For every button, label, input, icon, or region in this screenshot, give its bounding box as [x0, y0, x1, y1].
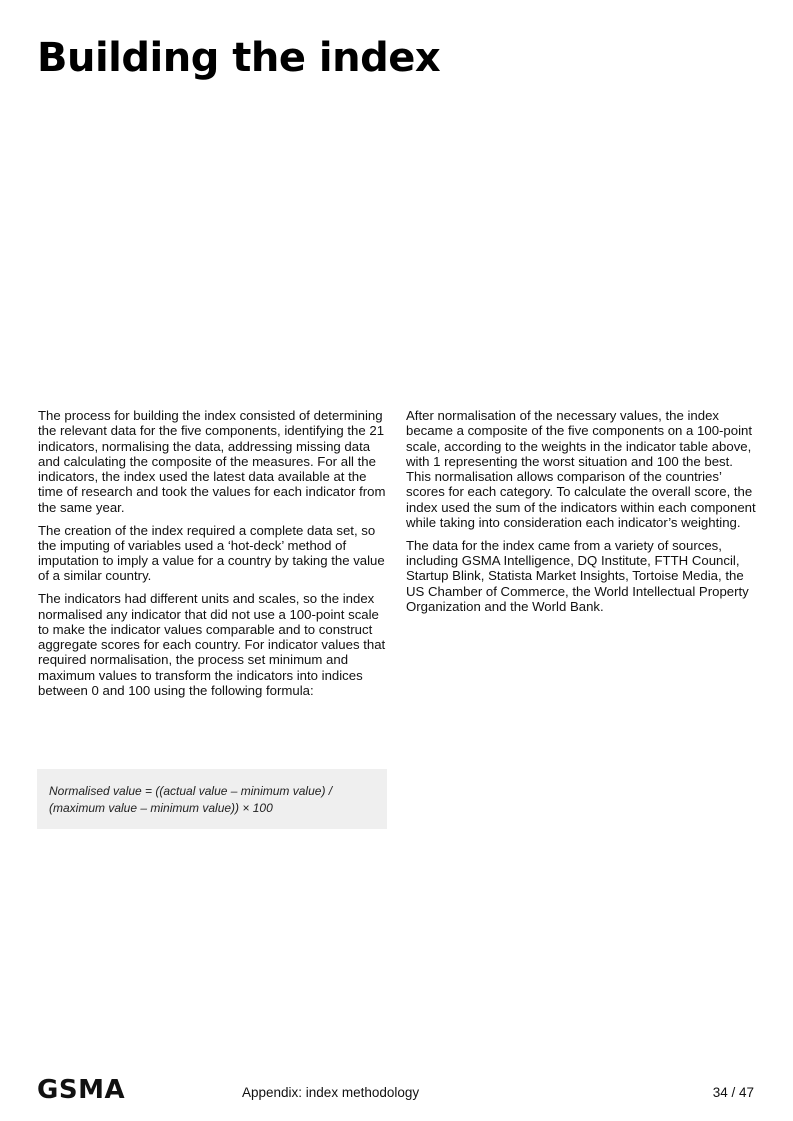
formula-text: Normalised value = ((actual value – minimum value) / (maximum value – minimum value)) × 100 — [49, 784, 333, 815]
footer-section-label: Appendix: index methodology — [242, 1085, 420, 1100]
paragraph-normalisation: The indicators had different units and scales, so the index normalised any indicator that did not use a 100-point scale to make the indicator values comparable and to construct aggregate scores for each country. For indicator values that required normalisation, the process set minimum and maximum values to transform the indicators into indices between 0 and 100 using the following formula: — [38, 591, 386, 699]
paragraph-composite: After normalisation of the necessary values, the index became a composite of the five components on a 100-point scale, according to the weights in the indicator table above, with 1 representing the worst situation and 100 the best. This normalisation allows comparison of the countries’ scores for each category. To calculate the overall score, the index used the sum of the indicators within each component while taking into consideration each indicator’s weighting. — [406, 408, 756, 531]
gsma-logo: GSMA — [37, 1075, 126, 1105]
right-text-column — [406, 408, 756, 622]
page-title: Building the index — [37, 35, 441, 81]
paragraph-process: The process for building the index consisted of determining the relevant data for the five components, identifying the 21 indicators, normalising the data, addressing missing data and calculating the composite of the measures. For all the indicators, the index used the latest data available at the time of research and took the values for each indicator from the same year. — [38, 408, 386, 515]
formula-box — [37, 769, 387, 829]
paragraph-imputation: The creation of the index required a complete data set, so the imputing of variables used a ‘hot-deck’ method of imputation to imply a value for a country by taking the value of a similar country. — [38, 522, 385, 584]
left-text-column — [38, 408, 388, 706]
paragraph-sources: The data for the index came from a variety of sources, including GSMA Intelligence, DQ Institute, FTTH Council, Startup Blink, Statista Market Insights, Tortoise Media, the US Chamber of Commerce, the World Intellectual Property Organization and the World Bank. — [406, 537, 749, 615]
page-number: 34 / 47 — [712, 1085, 754, 1100]
